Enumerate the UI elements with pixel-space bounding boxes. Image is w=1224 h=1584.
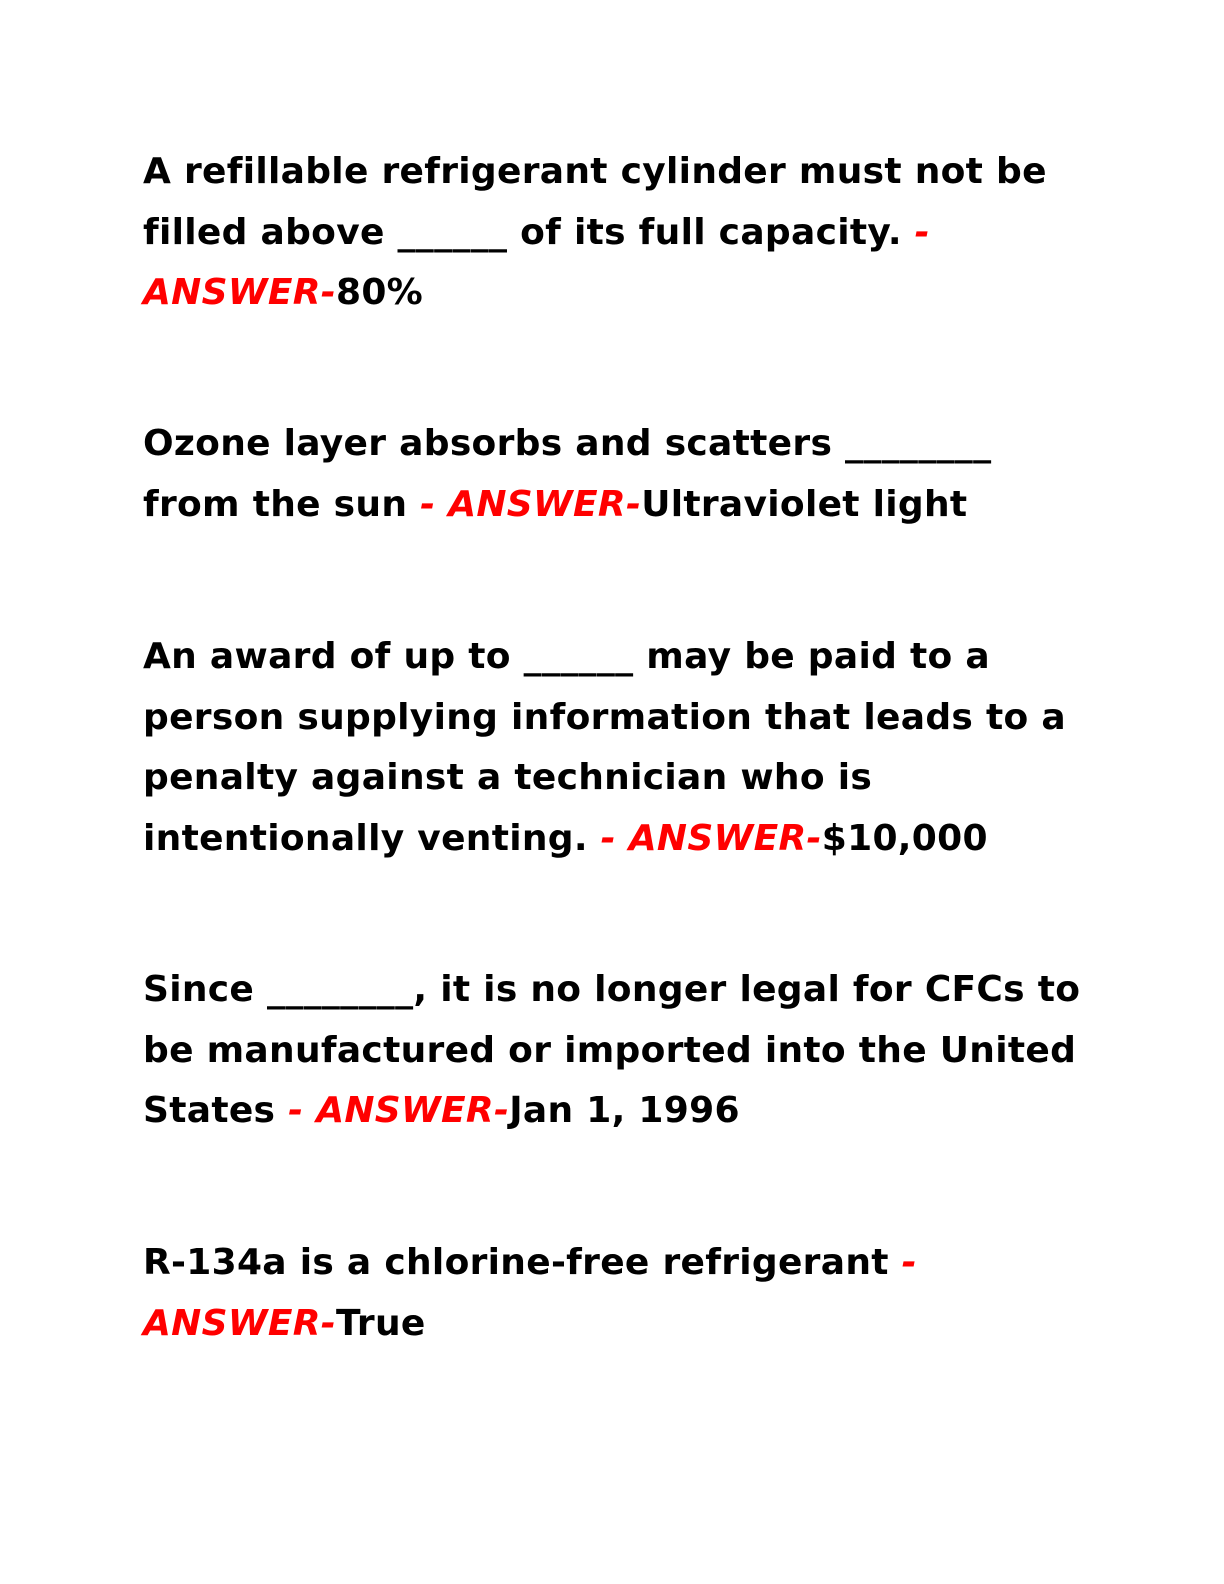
answer-text: $10,000 xyxy=(821,817,988,859)
answer-marker: ANSWER- xyxy=(316,1090,510,1131)
answer-marker: ANSWER- xyxy=(448,483,642,525)
answer-separator: - xyxy=(888,1242,917,1283)
answer-text: True xyxy=(335,1302,426,1344)
question-text: A refillable refrigerant cylinder must not be filled above ______ of its full capacity. xyxy=(143,151,1047,253)
answer-marker: ANSWER- xyxy=(143,272,336,313)
answer-marker: ANSWER- xyxy=(143,1302,336,1344)
qa-item-3 xyxy=(143,627,1083,869)
question-text: An award of up to ______ may be paid to a person supplying information that leads to a penalty against a technician who is intentionally venting. xyxy=(143,636,1066,859)
question-text: Ozone layer absorbs and scatters ________ from the sun xyxy=(143,423,992,525)
answer-separator: - xyxy=(901,211,930,253)
answer-separator: - xyxy=(407,483,449,525)
answer-text: Jan 1, 1996 xyxy=(509,1090,740,1131)
qa-item-5 xyxy=(143,1233,1083,1354)
answer-text: Ultraviolet light xyxy=(641,483,968,525)
answer-text: 80% xyxy=(335,272,424,313)
question-text: R-134a is a chlorine-free refrigerant xyxy=(143,1242,889,1283)
answer-separator: - xyxy=(587,817,629,859)
qa-item-2 xyxy=(143,414,1083,535)
question-text: Since ________, it is no longer legal for CFCs to be manufactured or imported into the United States xyxy=(143,969,1081,1131)
answer-marker: ANSWER- xyxy=(628,817,822,859)
qa-item-4 xyxy=(143,960,1083,1142)
qa-item-1 xyxy=(143,142,1083,324)
answer-separator: - xyxy=(275,1090,317,1131)
